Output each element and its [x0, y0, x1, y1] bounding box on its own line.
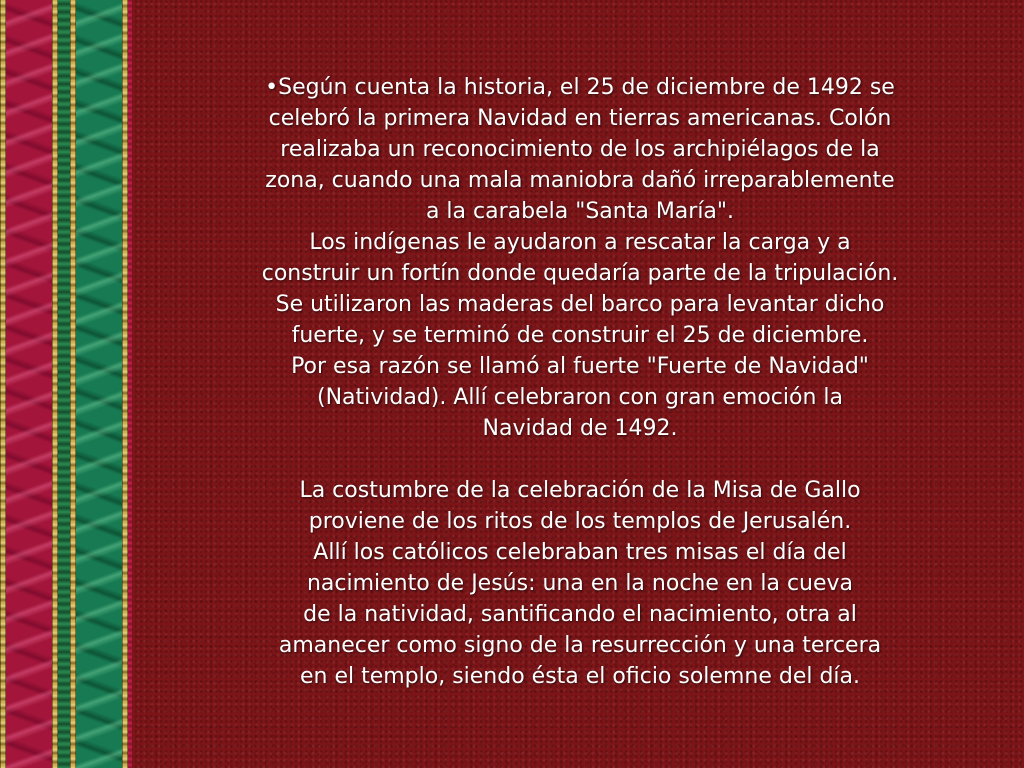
slide-text [190, 72, 970, 692]
history-paragraph: •Según cuenta la historia, el 25 de diciembre de 1492 se celebró la primera Navidad en tierras americanas. Colón realizaba un reconocimiento de los archipiélagos de la zona, cuando una mala maniobra dañó irreparablemente a la carabela "Santa María". Los indígenas le ayudaron a rescatar la carga y a construir un fortín donde quedaría parte de la tripulación. Se utilizaron las maderas del barco para levantar dicho fuerte, y se terminó de construir el 25 de diciembre. Por esa razón se llamó al fuerte "Fuerte de Navidad" (Natividad). Allí celebraron con gran emoción la Navidad de 1492. [261, 75, 899, 441]
thin-green-stripe [58, 0, 70, 768]
thin-red-stripe [128, 0, 132, 768]
green-ribbon-stripe [76, 0, 122, 768]
red-ribbon-stripe [6, 0, 52, 768]
decorative-border [0, 0, 160, 768]
misa-de-gallo-paragraph: La costumbre de la celebración de la Misa de Gallo proviene de los ritos de los templos de Jerusalén. Allí los católicos celebraban tres misas el día del nacimiento de Jesús: una en la noche en la cueva de la natividad, santificando el nacimiento, otra al amanecer como signo de la resurrección y una tercera en el templo, siendo ésta el oficio solemne del día. [278, 478, 882, 689]
paragraph-spacer [190, 444, 970, 475]
